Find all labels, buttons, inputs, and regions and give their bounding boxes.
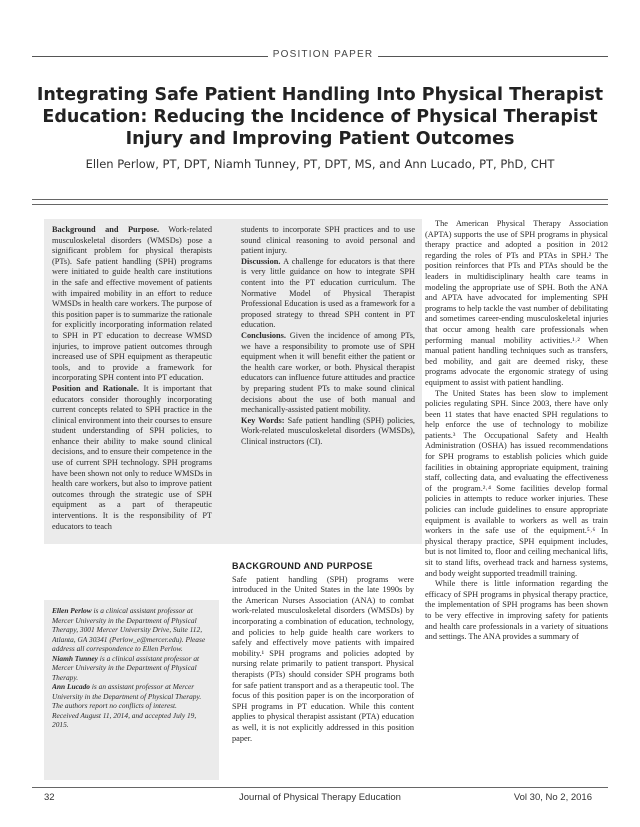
- bio-lucado-text: is an assistant professor at Mercer University in the Department of Physical Therapy.: [52, 682, 202, 701]
- body-column-2: [232, 561, 414, 789]
- kicker-rule-right: [378, 56, 608, 57]
- abstract-discussion-text: A challenge for educators is that there is very little guidance on how to integrate SPH content into the PT education curriculum. The Normative Model of Physical Therapist Professional Education is used as a framework for a proposed strategy to thread SPH content in PT education.: [241, 256, 415, 330]
- abstract-background-label: Background and Purpose.: [52, 225, 160, 234]
- page-number: 32: [44, 792, 55, 803]
- abstract-column-2: [241, 225, 415, 541]
- body-paragraph: While there is little information regarding the efficacy of SPH programs in physical therapy practice, the implementation of SPH programs has been shown to be very effective in improving safety for patients and health care professionals in a variety of situations and settings. The ANA provides a summary of: [425, 579, 608, 642]
- author-line: Ellen Perlow, PT, DPT, Niamh Tunney, PT, DPT, MS, and Ann Lucado, PT, PhD, CHT: [85, 157, 555, 171]
- abstract-discussion-paragraph: [241, 257, 415, 331]
- abstract-keywords-label: Key Words:: [241, 415, 285, 425]
- journal-name: Journal of Physical Therapy Education: [239, 792, 401, 803]
- abstract-discussion-label: Discussion.: [241, 256, 281, 266]
- volume-info: Vol 30, No 2, 2016: [513, 792, 592, 803]
- abstract-conclusions-label: Conclusions.: [241, 330, 286, 340]
- body-paragraph: Safe patient handling (SPH) programs were introduced in the United States in the late 1990s by the American Nurses Association (ANA) to combat work-related musculoskeletal disorders (WMSDs) by incorporating a combination of education, technology, and policies to help guide health care workers to safely and effectively move patients with impaired mobility.¹ SPH programs and policies adopted by nursing relate primarily to patient transport. Physical therapists (PTs) should consider SPH programs both for safe patient transport and as a therapeutic tool. The focus of this position paper is on the incorporation of SPH programs in PT education. While this content applies to physical therapist assistant (PTA) education as well, it is not explicitly addressed in this position paper.: [232, 574, 414, 743]
- abstract-conclusions-text: Given the incidence of among PTs, we have a responsibility to promote use of SPH equipment when it will benefit either the patient or the health care worker, or both. Physical therapist educators can influence future attitudes and practice by preparing student PTs to make sound clinical decisions about the use of both manual and mechanically-assisted patient mobility.: [241, 330, 415, 415]
- abstract-position-text: It is important that educators consider thoroughly incorporating current concepts related to SPH practice in the clinical environment into their courses to ensure student understanding of SPH policies, to enhance their ability to make sound clinical decisions, and to ensure their competence in the use of current SPH technology. SPH programs have been shown not only to reduce WMSDs in health care workers, but also to improve patient outcomes through the strategic use of SPH equipment as a part of therapeutic interventions. It is the responsibility of PT educators to teach: [52, 383, 212, 531]
- kicker-rule-left: [32, 56, 268, 57]
- header-rule-bottom: [32, 204, 608, 205]
- header-rule-top: [32, 199, 608, 200]
- bio-lucado-name: Ann Lucado: [52, 682, 90, 691]
- kicker-row: [32, 49, 608, 63]
- bio-tunney-text: is a clinical assistant professor at Mercer University in the Department of Physical Therapy.: [52, 653, 200, 682]
- body-paragraph: The American Physical Therapy Association (APTA) supports the use of SPH programs in physical therapy practice and adopted a position in 2012 regarding the roles of PTs and PTAs in SPH.² The position reinforces that PTs and PTAs should be the leaders in multidisciplinary health care teams in modeling the appropriate use of SPH. Both the ANA and APTA have advocated for implementing SPH programs to help tackle the vast number of debilitating and sometimes career-ending musculoskeletal injuries that occur among health care professionals when performing manual mobility activities.¹˒² When manual patient handling techniques such as transfers, bed mobility, and gait are deemed risky, these programs advocate the ergonomic strategy of using equipment to assist with patient handling.: [425, 219, 608, 387]
- abstract-position-paragraph: [52, 384, 212, 532]
- abstract-background-text: Work-related musculoskeletal disorders (WMSDs) pose a significant problem for physical therapists (PTs). Safe patient handling (SPH) programs were initiated to guide health care institutions in the safe and effective movement of patients with impaired mobility in an effort to reduce WMSDs in health care workers. The purpose of this position paper is to summarize the rationale for explicitly incorporating information related to SPH in PT education to decrease WMSD injuries, to improve patient outcomes through increased use of SPH equipment as therapeutic tools, and to provide a framework for incorporating SPH content into PT education.: [52, 225, 212, 383]
- section-kicker: POSITION PAPER: [272, 49, 374, 60]
- abstract-conclusions-paragraph: [241, 331, 415, 416]
- body-paragraph: The United States has been slow to implement policies regulating SPH. Since 2003, there have only been 11 states that have enacted SPH regulations to help enforce the use of technology to mobilize patients.³ The Occupational Safety and Health Administration (OSHA) has issued recommendations for SPH programs to establish policies which guide facilities in obtaining appropriate equipment, training staff, collecting data, and evaluating the effectiveness of the program.²˒⁴ Some facilities develop formal policies in attempts to reduce worker injuries. These policies can include guidelines to ensure appropriate equipment is available to workers as well as train workers in the safe use of the equipment.⁵˒⁶ In physical therapy practice, SPH equipment includes, but is not limited to, floor and ceiling mechanical lifts, sit to stand lifts, overhead track and harness systems, and body weight supported treadmill training.: [425, 388, 608, 578]
- bio-received: Received August 11, 2014, and accepted July 19, 2015.: [52, 710, 197, 729]
- section-heading: BACKGROUND AND PURPOSE: [232, 561, 373, 571]
- body-column-3: [425, 219, 608, 797]
- abstract-position-label: Position and Rationale.: [52, 383, 139, 393]
- abstract-keywords-paragraph: [241, 416, 415, 448]
- author-bio: [52, 606, 214, 778]
- abstract-position-continued: students to incorporate SPH practices and to use sound clinical reasoning to avoid personal and patient injury.: [241, 225, 415, 256]
- bio-perlow-name: Ellen Perlow: [52, 606, 92, 615]
- footer-rule: [32, 787, 608, 788]
- abstract-keywords-text: Safe patient handling (SPH) policies, Work-related musculoskeletal disorders (WMSDs), Clinical instructors (CI).: [241, 415, 415, 446]
- article-title: Integrating Safe Patient Handling Into Physical Therapist Education: Reducing the Incidence of Physical Therapist Injury and Improving Patient Outcomes: [36, 85, 604, 149]
- bio-tunney-name: Niamh Tunney: [52, 653, 98, 663]
- bio-conflicts: The authors report no conflicts of interest.: [52, 701, 177, 710]
- bio-perlow-text: is a clinical assistant professor at Mercer University in the Department of Physical Therapy, 3001 Mercer University Drive, Suite 112, Atlanta, GA 30341 (Perlow_e@mercer.edu). Please address all correspondence to Ellen Perlow.: [52, 606, 206, 653]
- abstract-background-paragraph: [52, 225, 212, 384]
- abstract-column-1: [52, 225, 212, 595]
